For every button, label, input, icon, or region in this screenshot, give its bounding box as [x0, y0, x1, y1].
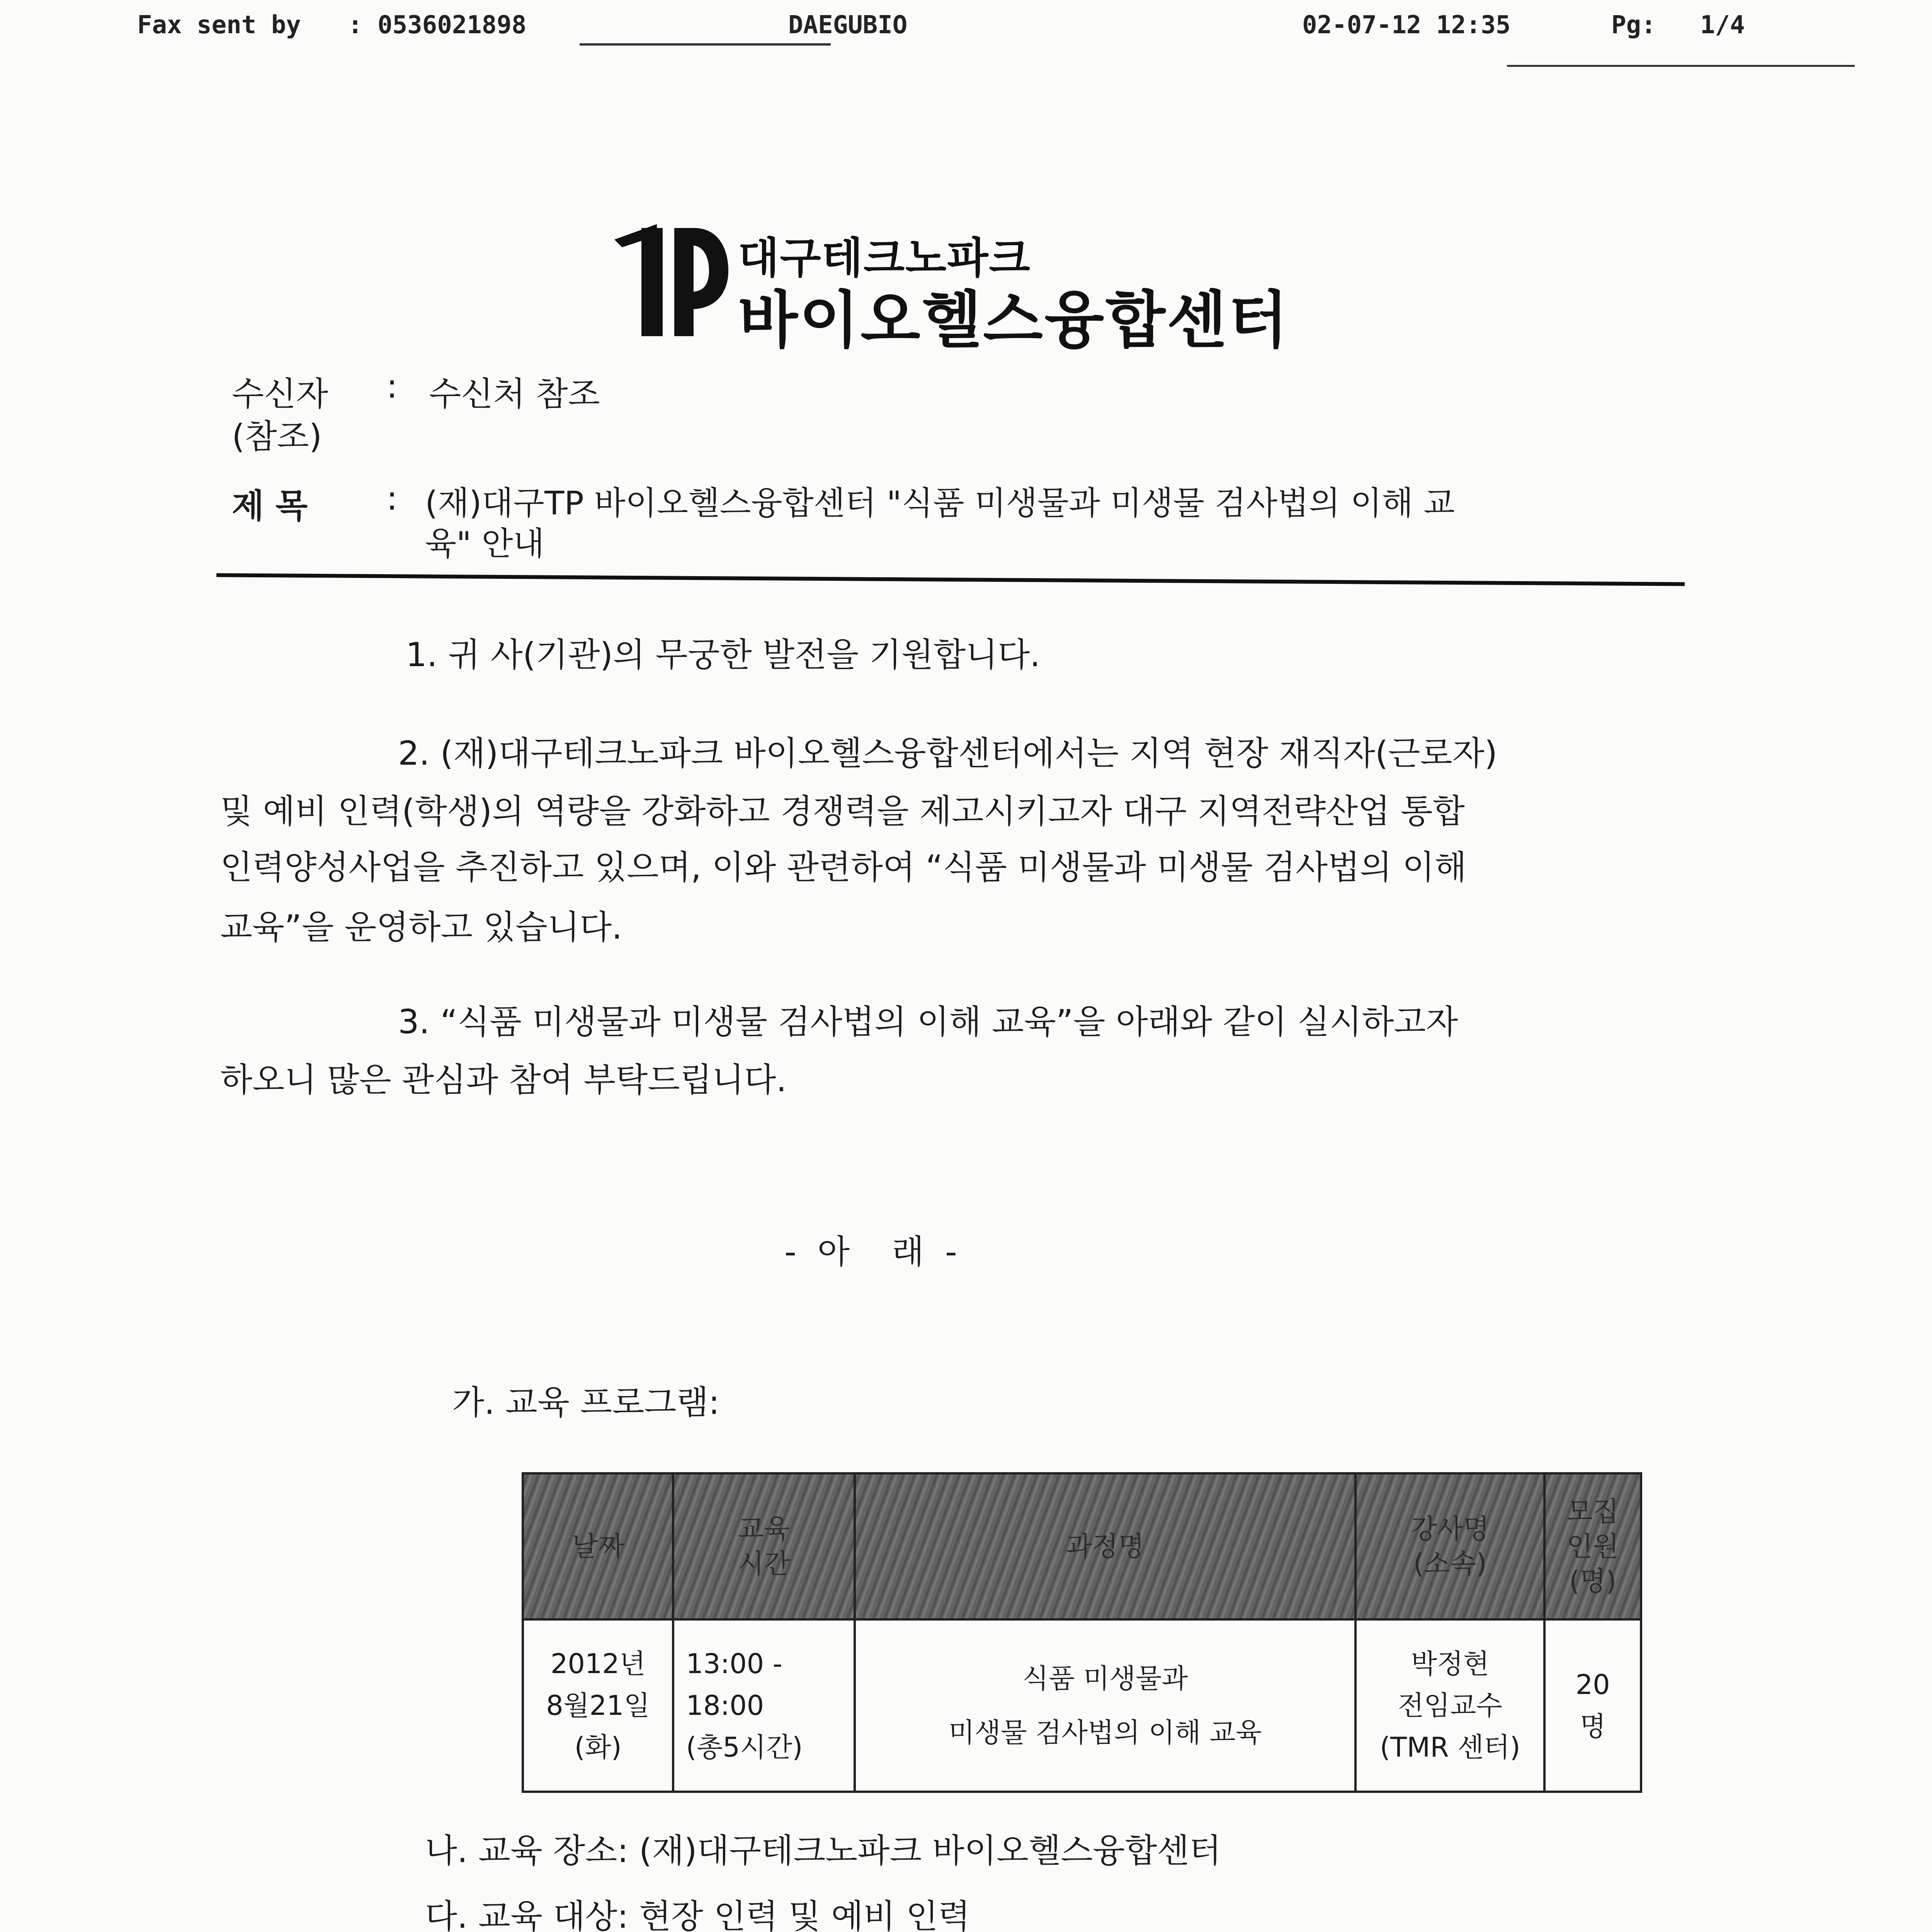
program-heading: 가. 교육 프로그램:: [452, 1383, 720, 1422]
paragraph-2-line3: 인력양성사업을 추진하고 있으며, 이와 관련하여 “식품 미생물과 미생물 검사법의 이해: [220, 848, 1467, 887]
table-row: [523, 1619, 1641, 1792]
header-instructor: 강사명 (소속): [1355, 1473, 1544, 1619]
subject-divider: [216, 573, 1685, 586]
fax-datetime: 02-07-12 12:35: [1302, 11, 1511, 39]
recipient-label-sub: (참조): [232, 417, 322, 456]
cell-date: 2012년 8월21일 (화): [523, 1619, 673, 1792]
item-target: 다. 교육 대상: 현장 인력 및 예비 인력: [425, 1897, 970, 1932]
below-heading: - 아 래 -: [784, 1233, 957, 1271]
paragraph-1: 1. 귀 사(기관)의 무궁한 발전을 기원합니다.: [406, 636, 1041, 674]
logo-line1: 대구테크노파크: [738, 233, 1031, 283]
fax-station: DAEGUBIO: [788, 11, 908, 39]
fax-header-line-right: [1507, 65, 1855, 67]
cell-course: 식품 미생물과 미생물 검사법의 이해 교육: [855, 1619, 1355, 1792]
paragraph-2-line2: 및 예비 인력(학생)의 역량을 강화하고 경쟁력을 제고시키고자 대구 지역전략산업 통합: [220, 792, 1465, 831]
recipient-label: 수신자: [232, 375, 328, 413]
fax-sent-by-number: : 0536021898: [348, 11, 527, 39]
paragraph-3-line1: 3. “식품 미생물과 미생물 검사법의 이해 교육”을 아래와 같이 실시하고자: [398, 1003, 1458, 1041]
item-location: 나. 교육 장소: (재)대구테크노파크 바이오헬스융합센터: [425, 1832, 1221, 1870]
header-time: 교육 시간: [673, 1473, 854, 1619]
table-header-row: [523, 1473, 1641, 1619]
recipient-value: 수신처 참조: [429, 375, 600, 413]
paragraph-2-line4: 교육”을 운영하고 있습니다.: [220, 908, 622, 947]
logo: [599, 209, 1314, 356]
recipient-colon: :: [386, 367, 398, 406]
program-table: [522, 1472, 1642, 1793]
tp-logo-icon: [599, 213, 730, 340]
paragraph-3-line2: 하오니 많은 관심과 참여 부탁드립니다.: [220, 1061, 787, 1099]
header-course: 과정명: [855, 1473, 1355, 1619]
fax-page-value: 1/4: [1700, 11, 1745, 39]
subject-label: 제 목: [232, 487, 308, 526]
logo-line2: 바이오헬스융합센터: [738, 284, 1290, 356]
paragraph-2-line1: 2. (재)대구테크노파크 바이오헬스융합센터에서는 지역 현장 재직자(근로자): [398, 734, 1498, 773]
subject-colon: :: [386, 479, 398, 518]
fax-header: [0, 11, 1932, 53]
cell-instructor: 박정현 전임교수 (TMR 센터): [1355, 1619, 1544, 1792]
header-capacity: 모집 인원 (명): [1544, 1473, 1641, 1619]
subject-line2: 육" 안내: [425, 525, 544, 563]
subject-line1: (재)대구TP 바이오헬스융합센터 "식품 미생물과 미생물 검사법의 이해 교: [425, 484, 1455, 522]
fax-page-label: Pg:: [1611, 11, 1656, 39]
cell-time: 13:00 - 18:00 (총5시간): [673, 1619, 854, 1792]
cell-capacity: 20 명: [1544, 1619, 1641, 1792]
fax-header-line: [580, 43, 831, 46]
fax-sent-by-label: Fax sent by: [137, 11, 301, 39]
header-date: 날짜: [523, 1473, 673, 1619]
